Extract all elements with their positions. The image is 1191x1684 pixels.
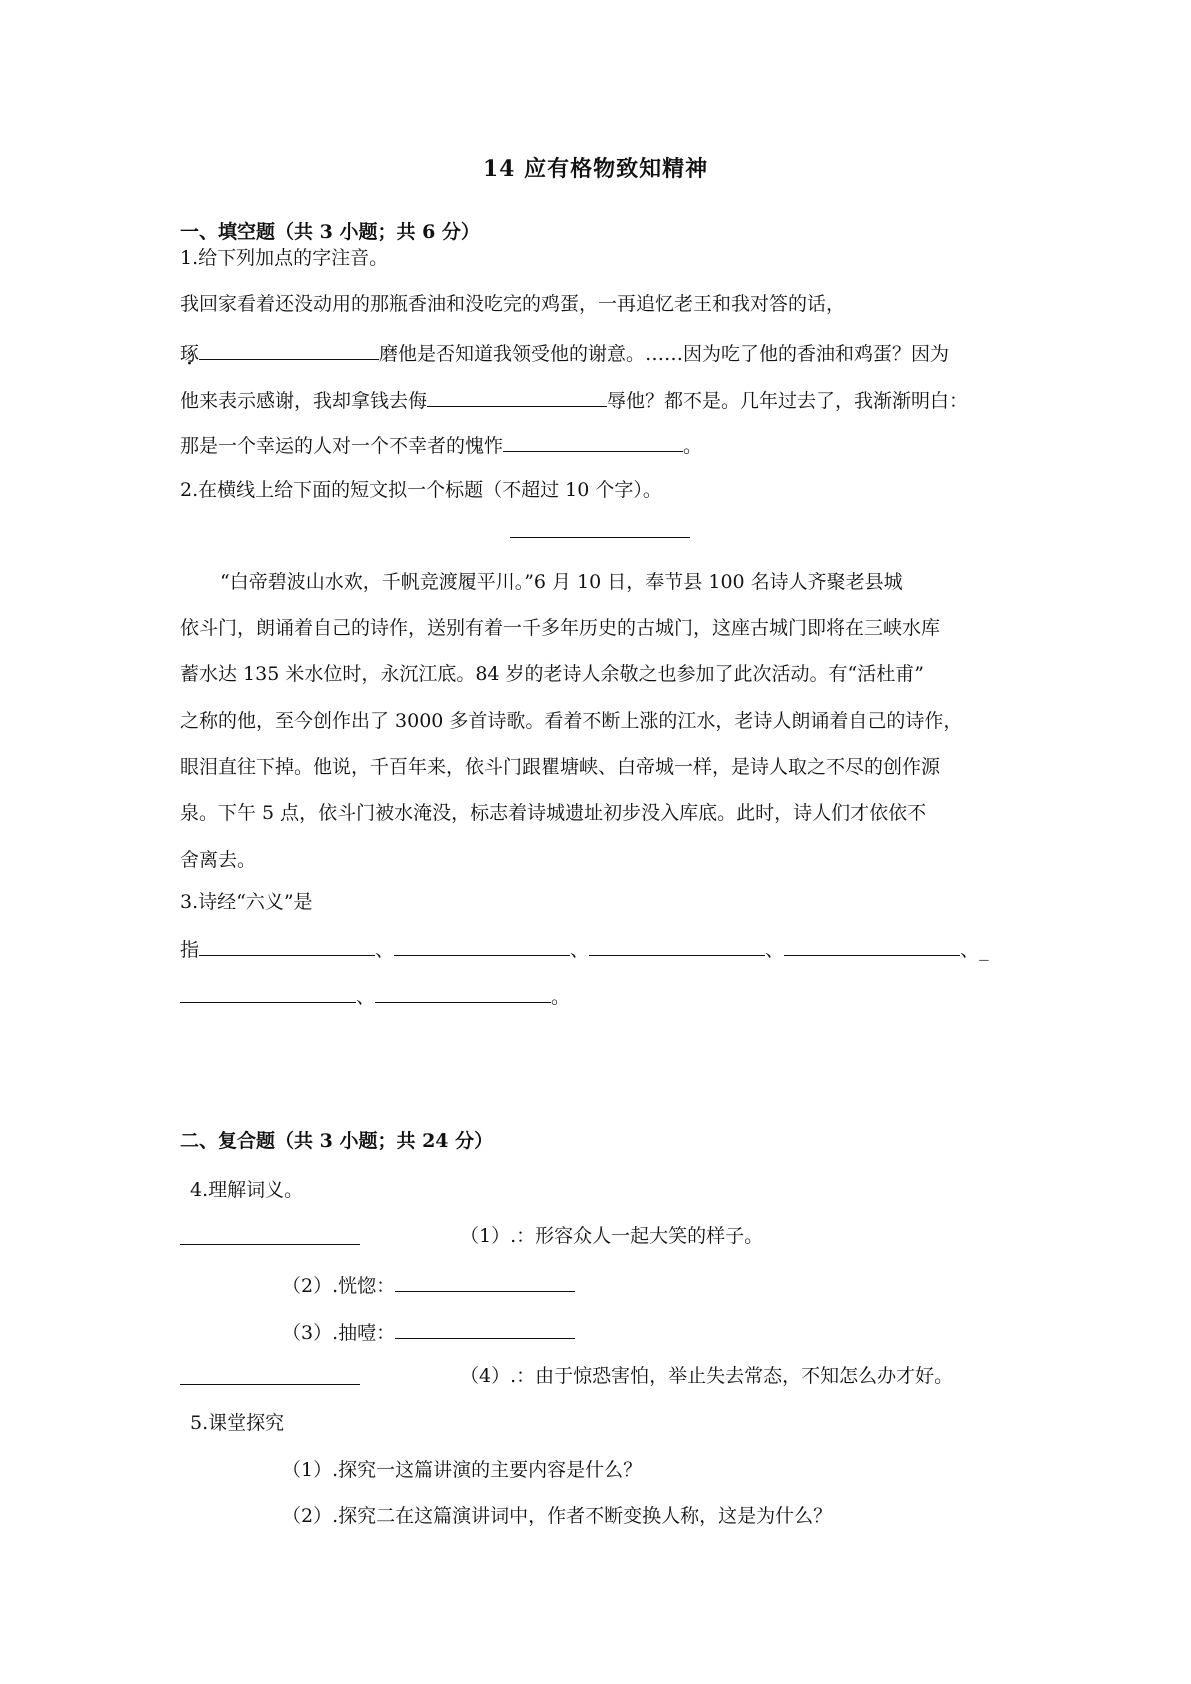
q1-text-line-4	[180, 429, 1010, 460]
q3-sep-1: 、	[375, 939, 395, 961]
q4-item-2	[282, 1269, 575, 1300]
q2-passage-line-1: “白帝碧波山水欢，千帆竞渡履平川。”6 月 10 日，奉节县 100 名诗人齐聚老县城	[220, 571, 903, 593]
q4-item-2-blank[interactable]	[395, 1269, 575, 1292]
q4-item-1: （1）.：形容众人一起大笑的样子。	[460, 1225, 764, 1247]
q4-item-4-blank[interactable]	[180, 1362, 360, 1385]
q3-blank-5[interactable]	[180, 980, 356, 1003]
q2-passage-line-5: 眼泪直往下掉。他说，千百年来，依斗门跟瞿塘峡、白帝城一样，是诗人取之不尽的创作源	[180, 756, 941, 778]
q2-prompt: 2.在横线上给下面的短文拟一个标题（不超过 10 个字）。	[180, 479, 662, 501]
q1-line4-text-a: 那是一个幸运的人对一个不幸者的愧怍	[180, 435, 504, 457]
section-2-heading: 二、复合题（共 3 小题；共 24 分）	[180, 1130, 494, 1152]
q3-sep-5: 、	[356, 986, 376, 1008]
q4-item-1-blank-row	[180, 1222, 360, 1253]
q1-blank-3[interactable]	[503, 429, 683, 452]
q1-line3-text-a: 他来表示感谢，我却拿钱去侮	[180, 390, 428, 412]
q3-sep-3: 、	[765, 939, 785, 961]
q3-blank-2[interactable]	[394, 933, 570, 956]
q3-lead: 指	[180, 939, 200, 961]
q1-text-line-3	[180, 384, 1010, 415]
q4-item-1-blank[interactable]	[180, 1222, 360, 1245]
q3-tail-mark: _	[979, 939, 989, 961]
q3-blanks-row-2	[180, 980, 1010, 1011]
q3-sep-4: 、	[960, 939, 980, 961]
q3-blank-4[interactable]	[784, 933, 960, 956]
q5-item-2: （2）.探究二在这篇演讲词中，作者不断变换人称，这是为什么？	[282, 1505, 833, 1527]
q2-passage-line-6: 泉。下午 5 点，依斗门被水淹没，标志着诗城遗址初步没入库底。此时，诗人们才依依不	[180, 802, 927, 824]
q4-item-3	[282, 1316, 575, 1347]
q4-item-2-label: （2）.恍惚：	[282, 1275, 396, 1297]
q1-line4-text-b: 。	[683, 435, 703, 457]
q2-passage-line-3: 蓄水达 135 米水位时，永沉江底。84 岁的老诗人余敬之也参加了此次活动。有“活杜甫”	[180, 663, 924, 685]
q2-title-blank-row	[510, 515, 690, 546]
q1-line3-text-b: 辱他？都不是。几年过去了，我渐渐明白：	[607, 390, 969, 412]
q1-blank-2[interactable]	[427, 384, 607, 407]
q5-item-1: （1）.探究一这篇讲演的主要内容是什么？	[282, 1459, 643, 1481]
q3-sep-2: 、	[570, 939, 590, 961]
q2-passage-line-7: 舍离去。	[180, 849, 257, 871]
section-1-heading: 一、填空题（共 3 小题；共 6 分）	[180, 221, 480, 243]
q2-passage-line-2: 依斗门，朗诵着自己的诗作，送别有着一千多年历史的古城门，这座古城门即将在三峡水库	[180, 617, 941, 639]
q3-blanks-row-1	[180, 933, 1010, 964]
q4-item-3-label: （3）.抽噎：	[282, 1322, 396, 1344]
q1-line2-text: 磨他是否知道我领受他的谢意。……因为吃了他的香油和鸡蛋？因为	[379, 343, 950, 365]
page-title: 14 应有格物致知精神	[482, 156, 709, 182]
q3-end: 。	[551, 986, 571, 1008]
q3-blank-3[interactable]	[589, 933, 765, 956]
q4-prompt: 4.理解词义。	[190, 1179, 304, 1201]
q4-item-3-blank[interactable]	[395, 1316, 575, 1339]
q3-blank-6[interactable]	[375, 980, 551, 1003]
q4-item-4-blank-row	[180, 1362, 360, 1393]
q5-prompt: 5.课堂探究	[190, 1412, 285, 1434]
q2-title-blank[interactable]	[510, 515, 690, 538]
q3-blank-1[interactable]	[199, 933, 375, 956]
q2-passage-line-4: 之称的他，至今创作出了 3000 多首诗歌。看着不断上涨的江水，老诗人朗诵着自己的诗作，	[180, 710, 963, 732]
q3-prompt: 3.诗经“六义”是	[180, 891, 313, 913]
q1-text-line-2	[180, 337, 1010, 368]
q1-prompt: 1.给下列加点的字注音。	[180, 247, 389, 269]
q1-blank-1[interactable]	[199, 337, 379, 360]
q4-item-4: （4）.：由于惊恐害怕，举止失去常态，不知怎么办才好。	[460, 1365, 954, 1387]
dotted-char-1: 琢	[180, 343, 200, 365]
q1-text-line-1: 我回家看着还没动用的那瓶香油和没吃完的鸡蛋，一再追忆老王和我对答的话，	[180, 293, 846, 315]
